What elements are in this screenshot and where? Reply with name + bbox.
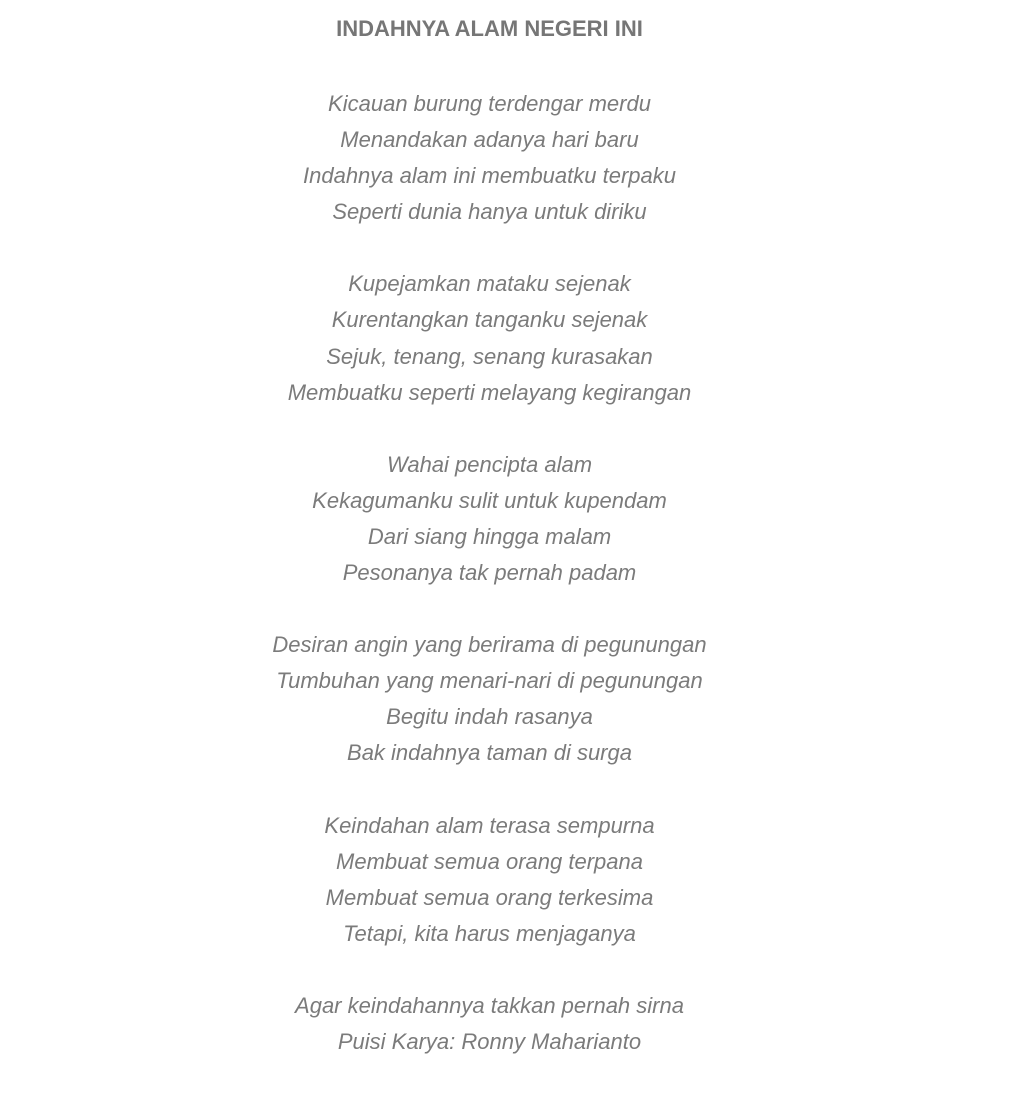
stanza-6 <box>0 988 1005 1060</box>
poem-line: Agar keindahannya takkan pernah sirna <box>295 992 684 1018</box>
poem-line: Pesonanya tak pernah padam <box>342 560 637 586</box>
poem-line: Membuat semua orang terkesima <box>325 884 654 910</box>
poem-line: Kicauan burung terdengar merdu <box>328 91 651 116</box>
stanza-2 <box>0 266 1005 410</box>
poem-line: Sejuk, tenang, senang kurasakan <box>326 343 653 369</box>
poem-author: Puisi Karya: Ronny Maharianto <box>337 1028 642 1054</box>
poem-line: Begitu indah rasanya <box>386 704 593 730</box>
poem-line: Wahai pencipta alam <box>386 451 593 477</box>
poem-line: Desiran angin yang berirama di pegunungan <box>272 632 707 658</box>
stanza-5 <box>0 808 1005 952</box>
stanza-4 <box>0 627 1005 771</box>
stanza-1 <box>0 86 1005 230</box>
poem-line: Dari siang hingga malam <box>367 523 612 549</box>
poem-line: Kekagumanku sulit untuk kupendam <box>312 487 667 513</box>
poem-line: Membuat semua orang terpana <box>336 848 643 874</box>
poem-line: Keindahan alam terasa sempurna <box>324 812 655 838</box>
poem-line: Tetapi, kita harus menjaganya <box>343 920 636 946</box>
poem-line: Tumbuhan yang menari-nari di pegunungan <box>276 668 703 694</box>
poem-line: Kurentangkan tanganku sejenak <box>331 307 648 333</box>
poem-line: Menandakan adanya hari baru <box>340 127 639 153</box>
poem-line: Indahnya alam ini membuatku terpaku <box>303 163 676 189</box>
stanza-3 <box>0 447 1005 591</box>
poem-line: Bak indahnya taman di surga <box>347 740 632 766</box>
poem-line: Kupejamkan mataku sejenak <box>348 271 631 297</box>
poem-title: INDAHNYA ALAM NEGERI INI <box>336 16 643 41</box>
poem-line: Seperti dunia hanya untuk diriku <box>332 199 647 225</box>
poem-line: Membuatku seperti melayang kegirangan <box>287 379 692 405</box>
